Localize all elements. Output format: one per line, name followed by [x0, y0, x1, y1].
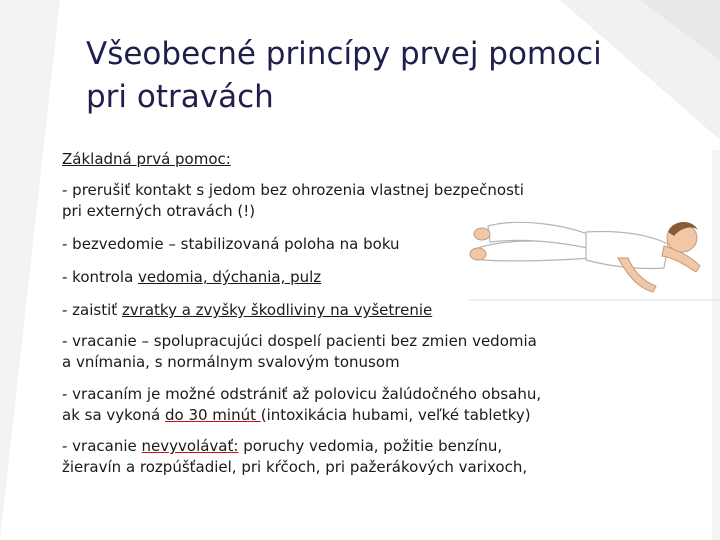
underlined-text: vedomia, dýchania, pulz — [138, 268, 322, 286]
list-item-2: - bezvedomie – stabilizovaná poloha na boku — [62, 235, 400, 253]
underlined-text: zvratky a zvyšky škodliviny na vyšetrenie — [121, 301, 433, 319]
list-item-5: - vracanie – spolupracujúci dospelí pacienti bez zmien vedomia a vnímania, s normálnym svalovým tonusom — [62, 332, 537, 371]
list-item-7: - vracanie nevyvolávať: poruchy vedomia, požitie benzínu, žieravín a rozpúšťadiel, pri kŕčoch, pri pažerákových varixoch, — [62, 437, 528, 476]
list-item-3: - kontrola vedomia, dýchania, pulz — [62, 268, 322, 286]
section-heading: Základná prvá pomoc: — [62, 150, 231, 168]
underlined-text: do 30 minút — [164, 406, 261, 424]
recovery-position-illustration-icon — [468, 196, 720, 306]
list-item-1: - prerušiť kontakt s jedom bez ohrozenia vlastnej bezpečnosti pri externých otravách (!) — [62, 181, 524, 220]
underlined-text: nevyvolávať: — [141, 437, 239, 455]
slide-title: Všeobecné princípy prvej pomoci pri otravách — [86, 36, 602, 115]
list-item-6: - vracaním je možné odstrániť až polovicu žalúdočného obsahu, ak sa vykoná do 30 minút (intoxikácia hubami, veľké tabletky) — [62, 385, 542, 424]
list-item-4: - zaistiť zvratky a zvyšky škodliviny na vyšetrenie — [62, 301, 433, 319]
